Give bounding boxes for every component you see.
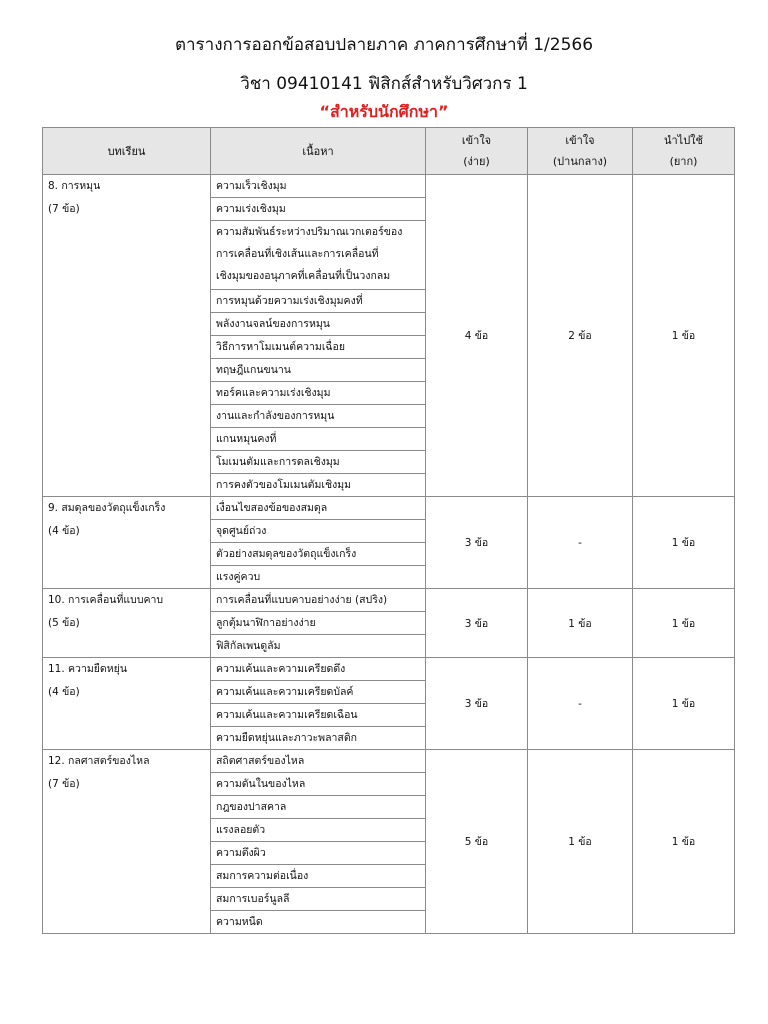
column-header-hard: นำไปใช้ (ยาก) (633, 128, 735, 175)
lesson-name: 12. กลศาสตร์ของไหล (48, 755, 150, 767)
topic-cell: ความเค้นและความเครียดดึง (211, 658, 426, 681)
table-row (43, 497, 735, 520)
topic-cell (211, 221, 426, 290)
topic-cell: งานและกำลังของการหมุน (211, 405, 426, 428)
lesson-cell (43, 589, 211, 658)
topic-cell: วิธีการหาโมเมนต์ความเฉื่อย (211, 336, 426, 359)
lesson-name: 9. สมดุลของวัตถุแข็งเกร็ง (48, 502, 166, 514)
count-easy-cell: 5 ข้อ (426, 750, 528, 934)
lesson-question-count: (7 ข้อ) (48, 203, 80, 215)
lesson-cell (43, 750, 211, 934)
topic-line: ความสัมพันธ์ระหว่างปริมาณเวกเตอร์ของ (216, 226, 403, 238)
table-row (43, 589, 735, 612)
lesson-cell (43, 175, 211, 497)
lesson-question-count: (4 ข้อ) (48, 686, 80, 698)
count-medium-cell: 2 ข้อ (528, 175, 633, 497)
column-header-medium: เข้าใจ (ปานกลาง) (528, 128, 633, 175)
topic-cell: ความดันในของไหล (211, 773, 426, 796)
count-medium-cell: - (528, 658, 633, 750)
column-header-easy: เข้าใจ (ง่าย) (426, 128, 528, 175)
topic-cell: ความเค้นและความเครียดเฉือน (211, 704, 426, 727)
topic-cell: การเคลื่อนที่แบบคาบอย่างง่าย (สปริง) (211, 589, 426, 612)
audience-label: “สำหรับนักศึกษา” (319, 102, 449, 121)
table-row (43, 658, 735, 681)
topic-cell: ความตึงผิว (211, 842, 426, 865)
topic-cell: ตัวอย่างสมดุลของวัตถุแข็งเกร็ง (211, 543, 426, 566)
topic-cell: จุดศูนย์ถ่วง (211, 520, 426, 543)
table-row (43, 750, 735, 773)
topic-cell: แรงลอยตัว (211, 819, 426, 842)
topic-cell: ความหนืด (211, 911, 426, 934)
topic-cell: ความเร่งเชิงมุม (211, 198, 426, 221)
topic-cell: สมการเบอร์นูลลี (211, 888, 426, 911)
topic-cell: การคงตัวของโมเมนตัมเชิงมุม (211, 474, 426, 497)
lesson-name: 8. การหมุน (48, 180, 101, 192)
topic-cell: โมเมนตัมและการดลเชิงมุม (211, 451, 426, 474)
topic-cell: ฟิสิกัลเพนดูลัม (211, 635, 426, 658)
lesson-question-count: (7 ข้อ) (48, 778, 80, 790)
topic-cell: แรงคู่ควบ (211, 566, 426, 589)
topic-cell: ทฤษฎีแกนขนาน (211, 359, 426, 382)
count-hard-cell: 1 ข้อ (633, 658, 735, 750)
topic-cell: สมการความต่อเนื่อง (211, 865, 426, 888)
lesson-name: 11. ความยืดหยุ่น (48, 663, 127, 675)
count-easy-cell: 3 ข้อ (426, 497, 528, 589)
topic-cell: พลังงานจลน์ของการหมุน (211, 313, 426, 336)
topic-cell: กฎของปาสคาล (211, 796, 426, 819)
topic-cell: แกนหมุนคงที่ (211, 428, 426, 451)
count-hard-cell: 1 ข้อ (633, 497, 735, 589)
count-easy-cell: 3 ข้อ (426, 658, 528, 750)
topic-cell: ความยืดหยุ่นและภาวะพลาสติก (211, 727, 426, 750)
lesson-question-count: (4 ข้อ) (48, 525, 80, 537)
count-medium-cell: 1 ข้อ (528, 750, 633, 934)
count-hard-cell: 1 ข้อ (633, 175, 735, 497)
table-row (43, 175, 735, 198)
topic-cell: สถิตศาสตร์ของไหล (211, 750, 426, 773)
topic-cell: ลูกตุ้มนาฬิกาอย่างง่าย (211, 612, 426, 635)
lesson-name: 10. การเคลื่อนที่แบบคาบ (48, 594, 164, 606)
topic-line: การเคลื่อนที่เชิงเส้นและการเคลื่อนที่ (216, 248, 379, 260)
subject-line: วิชา 09410141 ฟิสิกส์สำหรับวิศวกร 1 (240, 74, 528, 94)
topic-cell: ความเค้นและความเครียดบัลค์ (211, 681, 426, 704)
count-medium-cell: 1 ข้อ (528, 589, 633, 658)
count-medium-cell: - (528, 497, 633, 589)
count-hard-cell: 1 ข้อ (633, 589, 735, 658)
column-header-content: เนื้อหา (211, 128, 426, 175)
topic-cell: ทอร์คและความเร่งเชิงมุม (211, 382, 426, 405)
count-easy-cell: 3 ข้อ (426, 589, 528, 658)
column-header-lesson: บทเรียน (43, 128, 211, 175)
topic-cell: การหมุนด้วยความเร่งเชิงมุมคงที่ (211, 290, 426, 313)
exam-blueprint-table (42, 127, 735, 934)
lesson-cell (43, 658, 211, 750)
table-header-row (43, 128, 735, 175)
topic-cell: ความเร็วเชิงมุม (211, 175, 426, 198)
count-easy-cell: 4 ข้อ (426, 175, 528, 497)
lesson-cell (43, 497, 211, 589)
topic-cell: เงื่อนไขสองข้อของสมดุล (211, 497, 426, 520)
topic-line: เชิงมุมของอนุภาคที่เคลื่อนที่เป็นวงกลม (216, 270, 391, 282)
lesson-question-count: (5 ข้อ) (48, 617, 80, 629)
count-hard-cell: 1 ข้อ (633, 750, 735, 934)
page-title: ตารางการออกข้อสอบปลายภาค ภาคการศึกษาที่ 1/2566 (174, 35, 594, 55)
